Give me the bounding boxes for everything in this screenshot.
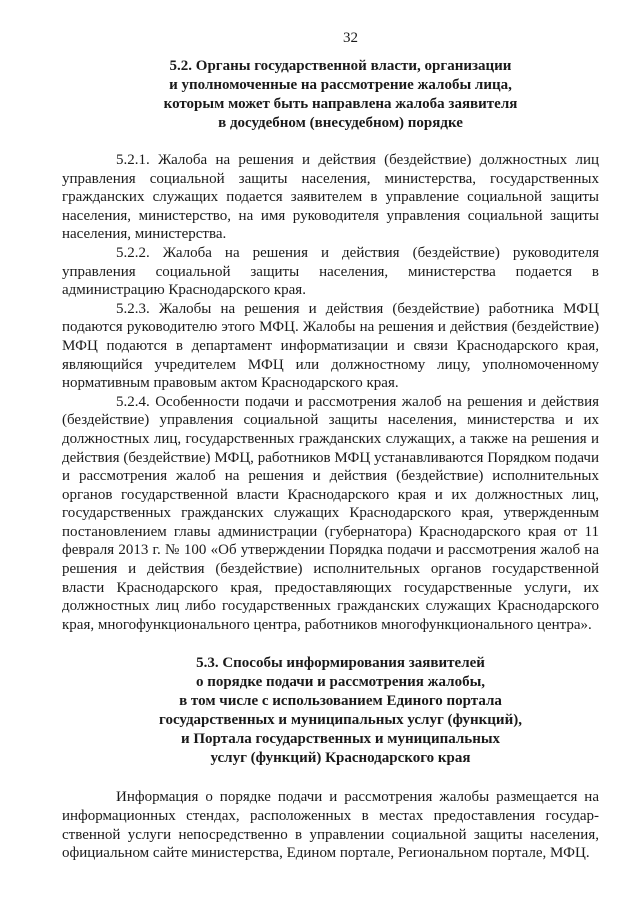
paragraph-5-2-1: 5.2.1. Жалоба на решения и действия (бездействие) должностных лиц управления социальной защиты населения, министерства, государственных гражданских служащих подается заявителем в управление социальной защиты населения, министерство, на имя руководителя управления социальной защиты населения, министерства. — [62, 152, 599, 243]
section-5-2-heading — [62, 57, 599, 133]
heading-line: и уполномоченные на рассмотрение жалобы лица, — [169, 77, 512, 93]
section-5-3-heading — [62, 654, 599, 768]
paragraph-5-2-2: 5.2.2. Жалоба на решения и действия (бездействие) руководителя управления социальной защиты населения, министерства подается в администрацию Краснодарского края. — [62, 244, 599, 299]
heading-line: которым может быть направлена жалоба заявителя — [163, 96, 518, 112]
heading-line: государственных и муниципальных услуг (функций), — [159, 712, 522, 729]
heading-line: и Портала государственных и муниципальных — [180, 731, 501, 748]
heading-line: в досудебном (внесудебном) порядке — [218, 115, 463, 131]
heading-line: в том числе с использованием Единого портала — [179, 693, 502, 710]
heading-line: услуг (функций) Краснодарского края — [210, 750, 471, 767]
paragraph-5-2-4: 5.2.4. Особенности подачи и рассмотрения жалоб на решения и действия (бездействие) управления социальной защиты населения, министерства и их должностных лиц, государственных гражданских служащих, а также на решения и действия (бездействие) МФЦ, работников МФЦ устанавливаются Порядком подачи и рассмотрения жалоб на решения и действия (бездействие) исполнительных органов государственной власти Краснодарского края и их должностных лиц, государственных гражданских служащих Краснодарского края, утвержденным постановлением главы администрации (губернатора) Краснодарского края от 11 февраля 2013 г. № 100 «Об утверждении Порядка подачи и рассмотрения жалоб на решения и действия (бездействие) исполнительных органов государственной власти Краснодарского края, предоставляющих государственные услуги, их должностных лиц либо государственных гражданских служащих Краснодарского края, многофункционального центра, работников многофункционального центра». — [62, 393, 599, 633]
page-number: 32 — [343, 30, 358, 46]
paragraph-5-2-3: 5.2.3. Жалобы на решения и действия (бездействие) работника МФЦ подаются руководителю этого МФЦ. Жалобы на решения и действия (бездействие) МФЦ подаются в департамент информатизации и связи Краснодарского края, являющийся учредителем МФЦ или должностному лицу, уполномоченному нормативным правовым актом Краснодарского края. — [62, 300, 599, 392]
heading-line: о порядке подачи и рассмотрения жалобы, — [195, 674, 486, 691]
paragraph-5-3-info: Информация о порядке подачи и рассмотрения жалобы размещается на информационных стендах, расположенных в местах предоставления государственной услуги непосредственно в управлении социальной защиты населения, официальном сайте министерства, Едином портале, Региональном портале, МФЦ. — [62, 789, 599, 862]
heading-line: 5.3. Способы информирования заявителей — [196, 655, 485, 672]
heading-line: 5.2. Органы государственной власти, организации — [169, 58, 512, 74]
